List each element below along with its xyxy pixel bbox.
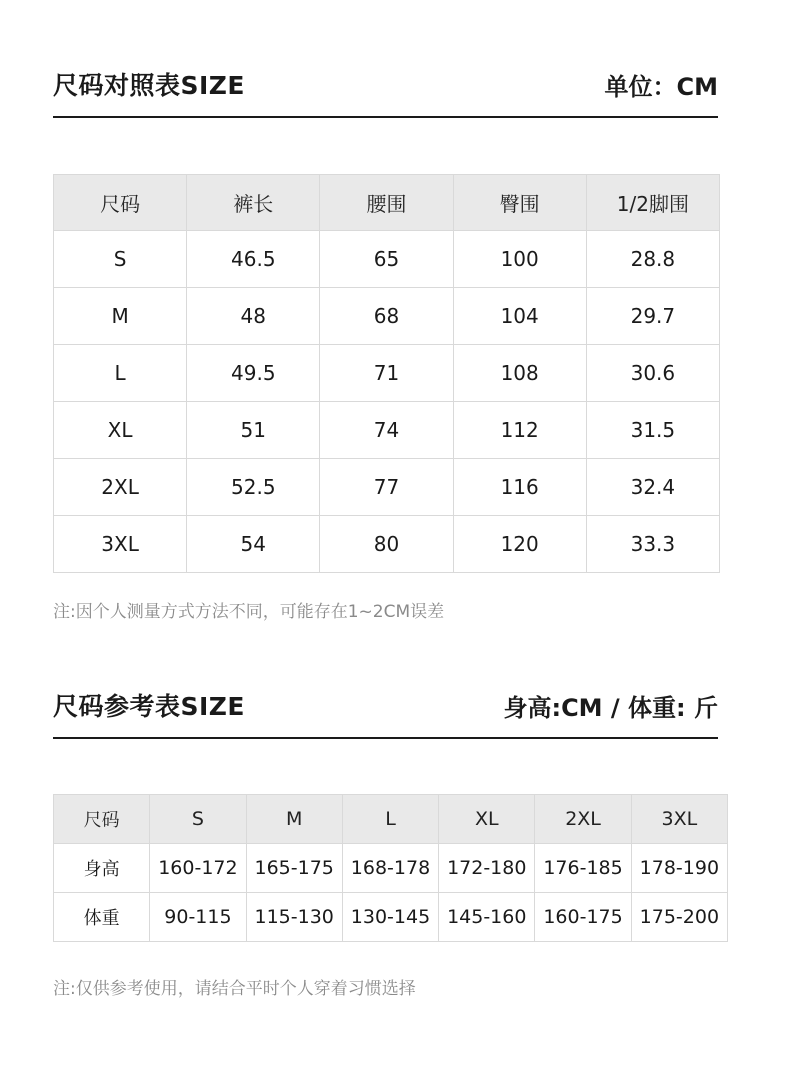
table-cell: 172-180	[439, 844, 535, 893]
table-cell: 3XL	[54, 516, 187, 573]
table-cell: 80	[320, 516, 453, 573]
size-chart-title: 尺码对照表SIZE	[53, 71, 246, 100]
header-cell: 1/2脚围	[586, 175, 719, 231]
table-cell: 29.7	[586, 288, 719, 345]
header-cell: 尺码	[54, 175, 187, 231]
table-row	[54, 893, 728, 942]
table-cell: 32.4	[586, 459, 719, 516]
table-row	[54, 844, 728, 893]
table-header-row	[54, 175, 720, 231]
table-cell: 108	[453, 345, 586, 402]
table-cell: 168-178	[342, 844, 438, 893]
table-cell: 51	[187, 402, 320, 459]
header-cell: 3XL	[631, 795, 727, 844]
table-row	[54, 288, 720, 345]
table-cell: 2XL	[54, 459, 187, 516]
table-row	[54, 345, 720, 402]
table-cell: 33.3	[586, 516, 719, 573]
table-cell: 176-185	[535, 844, 631, 893]
size-reference-note: 注:仅供参考使用，请结合平时个人穿着习惯选择	[53, 979, 416, 999]
header-cell: 腰围	[320, 175, 453, 231]
table-row	[54, 459, 720, 516]
size-chart-note: 注:因个人测量方式方法不同，可能存在1~2CM误差	[53, 602, 445, 622]
table-cell: 160-172	[150, 844, 246, 893]
table-cell: L	[54, 345, 187, 402]
table-cell: S	[54, 231, 187, 288]
table-cell: 74	[320, 402, 453, 459]
header-cell: 尺码	[54, 795, 150, 844]
table-row	[54, 231, 720, 288]
table-cell: 28.8	[586, 231, 719, 288]
table-cell: 165-175	[246, 844, 342, 893]
size-reference-header	[53, 687, 718, 739]
table-cell: 130-145	[342, 893, 438, 942]
table-cell: 54	[187, 516, 320, 573]
table-cell: 112	[453, 402, 586, 459]
table-cell: 65	[320, 231, 453, 288]
table-cell: 115-130	[246, 893, 342, 942]
size-reference-unit: 身高:CM / 体重: 斤	[503, 694, 718, 722]
header-cell: 裤长	[187, 175, 320, 231]
header-cell: 臀围	[453, 175, 586, 231]
table-cell: 160-175	[535, 893, 631, 942]
table-row	[54, 402, 720, 459]
header-cell: S	[150, 795, 246, 844]
size-chart-table	[53, 174, 720, 573]
table-cell: 68	[320, 288, 453, 345]
table-cell: M	[54, 288, 187, 345]
header-cell: 2XL	[535, 795, 631, 844]
table-cell: 100	[453, 231, 586, 288]
table-row	[54, 516, 720, 573]
table-cell: 52.5	[187, 459, 320, 516]
size-reference-table	[53, 794, 728, 942]
table-cell: 178-190	[631, 844, 727, 893]
table-cell: 46.5	[187, 231, 320, 288]
size-chart-header	[53, 66, 718, 118]
table-cell: 48	[187, 288, 320, 345]
table-cell: 175-200	[631, 893, 727, 942]
table-cell: 120	[453, 516, 586, 573]
row-label-cell: 体重	[54, 893, 150, 942]
table-cell: XL	[54, 402, 187, 459]
table-cell: 145-160	[439, 893, 535, 942]
table-cell: 116	[453, 459, 586, 516]
size-reference-title: 尺码参考表SIZE	[53, 692, 246, 721]
row-label-cell: 身高	[54, 844, 150, 893]
table-cell: 77	[320, 459, 453, 516]
header-cell: M	[246, 795, 342, 844]
table-header-row	[54, 795, 728, 844]
table-cell: 49.5	[187, 345, 320, 402]
table-cell: 71	[320, 345, 453, 402]
header-cell: XL	[439, 795, 535, 844]
size-chart-unit: 单位：CM	[604, 73, 718, 101]
table-cell: 104	[453, 288, 586, 345]
table-cell: 31.5	[586, 402, 719, 459]
table-cell: 90-115	[150, 893, 246, 942]
header-cell: L	[342, 795, 438, 844]
table-cell: 30.6	[586, 345, 719, 402]
